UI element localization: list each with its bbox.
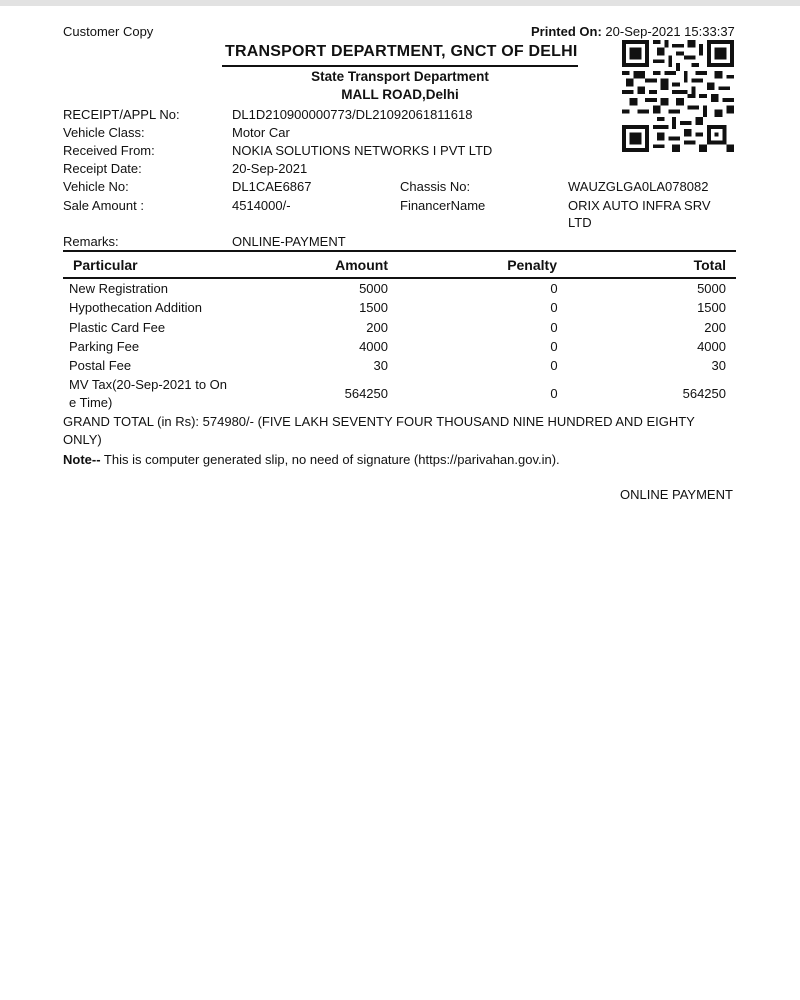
row-particular: Plastic Card Fee bbox=[69, 320, 166, 335]
row-particular-line2: e Time) bbox=[69, 395, 113, 410]
remarks-label: Remarks: bbox=[63, 234, 119, 249]
row-total: 1500 bbox=[697, 300, 726, 315]
grand-total-line1: GRAND TOTAL (in Rs): 574980/- (FIVE LAKH SEVENTY FOUR THOUSAND NINE HUNDRED AND EIGHTY bbox=[63, 414, 695, 429]
row-particular: Postal Fee bbox=[69, 358, 132, 373]
row-amount: 4000 bbox=[359, 339, 388, 354]
subtitle-location: MALL ROAD,Delhi bbox=[341, 87, 459, 102]
online-payment-label: ONLINE PAYMENT bbox=[620, 487, 733, 502]
top-bar bbox=[0, 0, 800, 6]
vehicle-class-value: Motor Car bbox=[232, 125, 290, 140]
row-total: 30 bbox=[711, 358, 726, 373]
financer-name-value-line1: ORIX AUTO INFRA SRV bbox=[568, 198, 711, 213]
receipt-date-label: Receipt Date: bbox=[63, 161, 142, 176]
qr-code-icon bbox=[621, 40, 735, 152]
row-total: 200 bbox=[704, 320, 726, 335]
table-header-rule bbox=[63, 277, 736, 279]
row-particular: Hypothecation Addition bbox=[69, 300, 202, 315]
sale-amount-label: Sale Amount : bbox=[63, 198, 144, 213]
column-header-penalty: Penalty bbox=[507, 257, 557, 273]
printed-on bbox=[531, 24, 735, 39]
vehicle-no-label: Vehicle No: bbox=[63, 179, 129, 194]
column-header-total: Total bbox=[693, 257, 726, 273]
receipt-date-value: 20-Sep-2021 bbox=[232, 161, 308, 176]
chassis-no-label: Chassis No: bbox=[400, 179, 471, 194]
row-amount: 1500 bbox=[359, 300, 388, 315]
row-penalty: 0 bbox=[550, 281, 558, 296]
received-from-value: NOKIA SOLUTIONS NETWORKS I PVT LTD bbox=[232, 143, 493, 158]
row-particular: New Registration bbox=[69, 281, 168, 296]
remarks-value: ONLINE-PAYMENT bbox=[232, 234, 346, 249]
subtitle-department: State Transport Department bbox=[311, 69, 489, 84]
table-top-rule bbox=[63, 250, 736, 252]
row-total: 5000 bbox=[697, 281, 726, 296]
note bbox=[63, 452, 560, 467]
vehicle-no-value: DL1CAE6867 bbox=[232, 179, 312, 194]
row-penalty: 0 bbox=[550, 386, 558, 401]
row-penalty: 0 bbox=[550, 300, 558, 315]
row-penalty: 0 bbox=[550, 320, 558, 335]
row-penalty: 0 bbox=[550, 339, 558, 354]
vehicle-class-label: Vehicle Class: bbox=[63, 125, 145, 140]
row-amount: 564250 bbox=[344, 386, 388, 401]
received-from-label: Received From: bbox=[63, 143, 155, 158]
row-total: 564250 bbox=[682, 386, 726, 401]
row-total: 4000 bbox=[697, 339, 726, 354]
row-particular: Parking Fee bbox=[69, 339, 140, 354]
sale-amount-value: 4514000/- bbox=[232, 198, 291, 213]
chassis-no-value: WAUZGLGA0LA078082 bbox=[568, 179, 709, 194]
row-penalty: 0 bbox=[550, 358, 558, 373]
grand-total-line2: ONLY) bbox=[63, 432, 102, 447]
financer-name-value-line2: LTD bbox=[568, 215, 592, 230]
printed-on-value: 20-Sep-2021 15:33:37 bbox=[605, 24, 735, 39]
title-underline bbox=[222, 65, 578, 67]
note-text: This is computer generated slip, no need of signature (https://parivahan.gov.in). bbox=[100, 452, 560, 467]
customer-copy-label: Customer Copy bbox=[63, 24, 154, 39]
row-amount: 5000 bbox=[359, 281, 388, 296]
note-label: Note-- bbox=[63, 452, 101, 467]
column-header-particular: Particular bbox=[73, 257, 138, 273]
column-header-amount: Amount bbox=[335, 257, 388, 273]
receipt-no-value: DL1D210900000773/DL21092061811618 bbox=[232, 107, 473, 122]
row-amount: 30 bbox=[373, 358, 388, 373]
row-amount: 200 bbox=[366, 320, 388, 335]
printed-on-label: Printed On: bbox=[531, 24, 602, 39]
page-title: TRANSPORT DEPARTMENT, GNCT OF DELHI bbox=[225, 43, 578, 60]
row-particular-line1: MV Tax(20-Sep-2021 to On bbox=[69, 377, 228, 392]
receipt-no-label: RECEIPT/APPL No: bbox=[63, 107, 180, 122]
financer-name-label: FinancerName bbox=[400, 198, 486, 213]
